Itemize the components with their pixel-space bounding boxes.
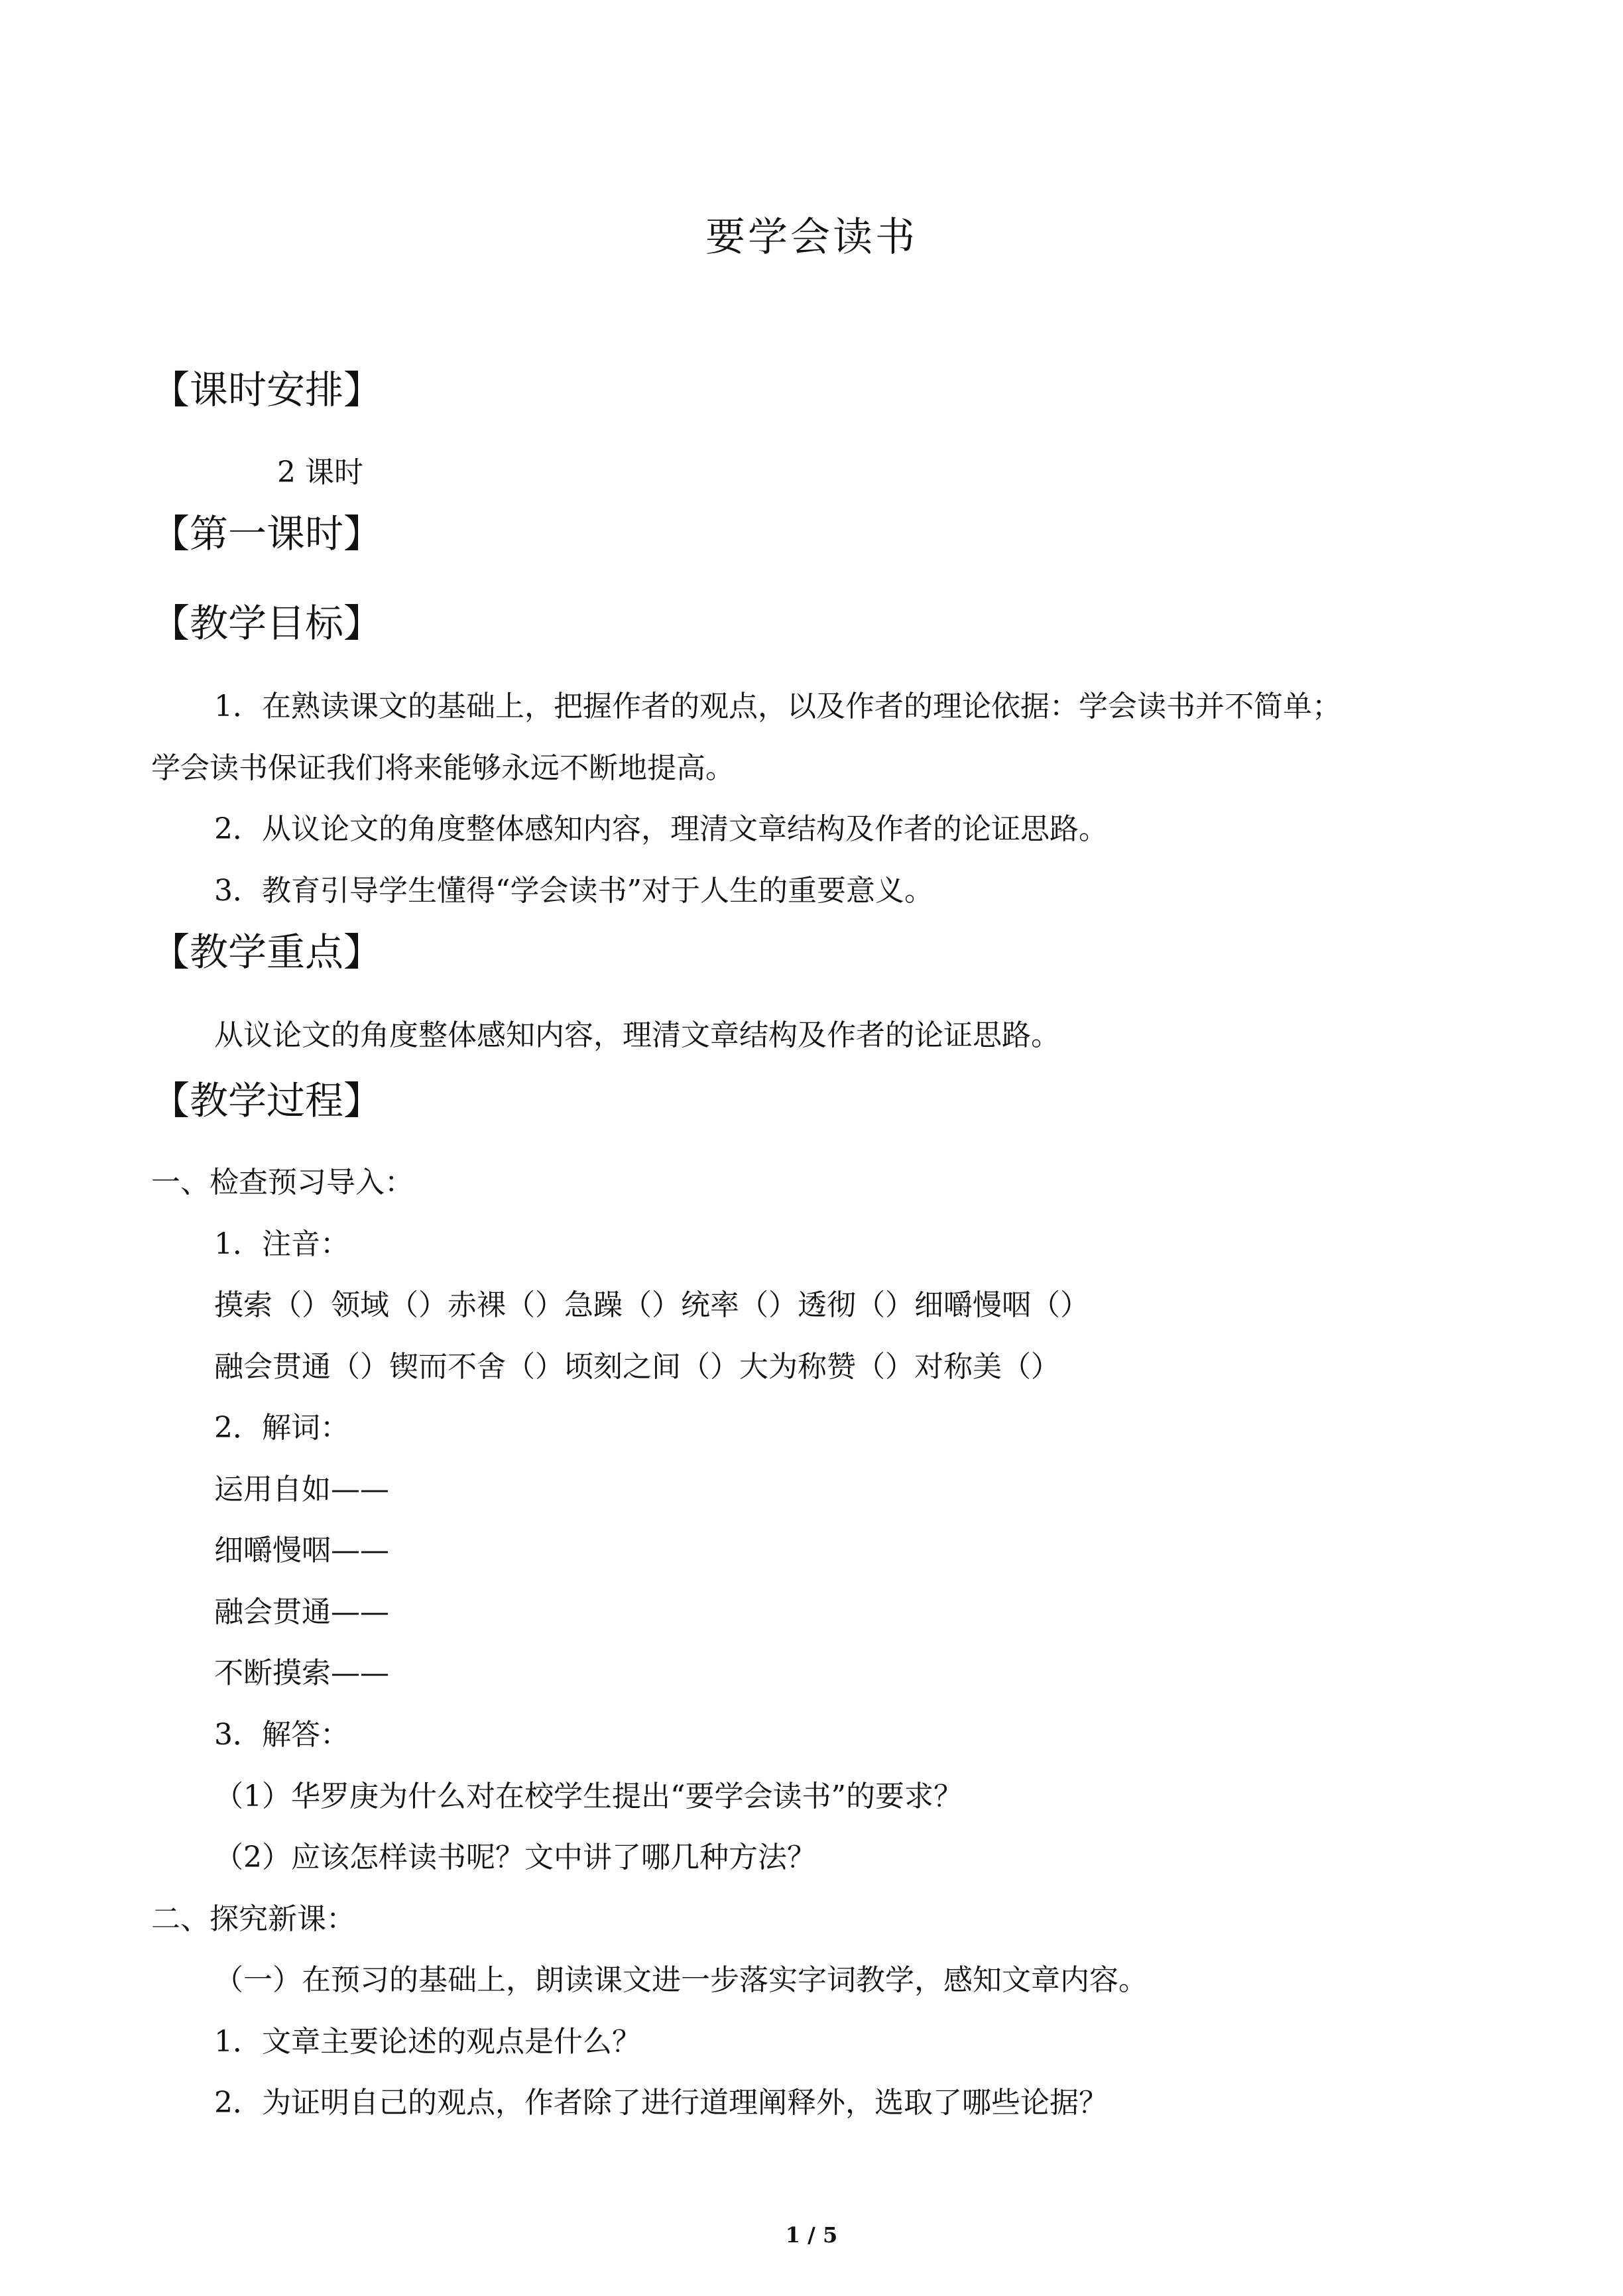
part2-title: 二、探究新课： [151,1902,355,1936]
part1-line: 2．解词： [214,1411,349,1445]
part1-line: 摸索（）领域（）赤裸（）急躁（）统率（）透彻（）细嚼慢咽（） [214,1288,1089,1322]
heading-goals: 【教学目标】 [151,601,383,646]
part2-line: 1．文章主要论述的观点是什么？ [214,2025,641,2059]
heading-lesson1: 【第一课时】 [151,511,383,556]
heading-focus: 【教学重点】 [151,930,383,975]
part1-line: 1．注音： [214,1227,349,1261]
part1-line: 融会贯通—— [214,1595,389,1629]
heading-process: 【教学过程】 [151,1078,383,1123]
part1-line: 融会贯通（）锲而不舍（）顷刻之间（）大为称赞（）对称美（） [214,1350,1060,1384]
part1-line: （1）华罗庚为什么对在校学生提出“要学会读书”的要求？ [214,1780,963,1813]
schedule-text: 2 课时 [277,455,363,489]
goal-item-1: 1．在熟读课文的基础上，把握作者的观点，以及作者的理论依据：学会读书并不简单； [214,690,1341,723]
part1-title: 一、检查预习导入： [151,1166,414,1199]
part1-line: 不断摸索—— [214,1656,389,1690]
part2-line: （一）在预习的基础上，朗读课文进一步落实字词教学，感知文章内容。 [214,1963,1148,1997]
part1-line: 细嚼慢咽—— [214,1534,389,1567]
page-number: 1 / 5 [785,2222,838,2248]
part1-line: 运用自如—— [214,1473,389,1506]
part2-line: 2．为证明自己的观点，作者除了进行道理阐释外，选取了哪些论据？ [214,2086,1108,2120]
part1-line: （2）应该怎样读书呢？文中讲了哪几种方法？ [214,1841,816,1874]
goal-item-3: 3．教育引导学生懂得“学会读书”对于人生的重要意义。 [214,874,933,908]
focus-text: 从议论文的角度整体感知内容，理清文章结构及作者的论证思路。 [214,1018,1060,1052]
heading-schedule: 【课时安排】 [151,367,383,412]
goal-item-2: 2．从议论文的角度整体感知内容，理清文章结构及作者的论证思路。 [214,812,1108,846]
part1-line: 3．解答： [214,1718,349,1752]
goal-item-1-cont: 学会读书保证我们将来能够永远不断地提高。 [151,751,735,785]
document-title: 要学会读书 [705,214,918,261]
